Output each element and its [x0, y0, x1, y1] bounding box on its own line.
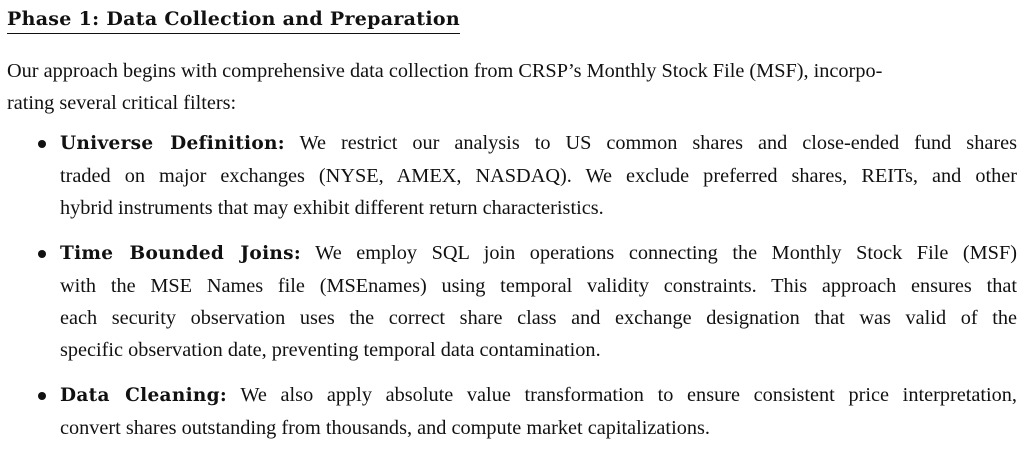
section-heading: Phase 1: Data Collection and Preparation [7, 5, 460, 34]
list-item-line [60, 127, 1017, 160]
bullet-icon [38, 140, 46, 148]
list-item-text: We restrict our analysis to US common shares and close-ended fund shares [284, 132, 1017, 154]
list-item-line: convert shares outstanding from thousands, and compute market capitalizations. [60, 417, 710, 439]
list-item-line: each security observation uses the correct share class and exchange designation that was valid of the [60, 307, 1017, 329]
intro-line: rating several critical filters: [7, 92, 237, 114]
list-item-term: Universe Definition: [60, 133, 285, 154]
list-item-text: We employ SQL join operations connecting the Monthly Stock File (MSF) [301, 242, 1017, 264]
list-item-line: traded on major exchanges (NYSE, AMEX, NASDAQ). We exclude preferred shares, REITs, and other [60, 165, 1017, 187]
list-item-term: Time Bounded Joins: [60, 243, 301, 264]
list-item-line: with the MSE Names file (MSEnames) using temporal validity constraints. This approach ensures that [60, 275, 1017, 297]
list-item-line [60, 379, 1017, 412]
list-item-data-cleaning [7, 379, 1017, 444]
list-item-line [60, 237, 1017, 270]
filter-list [7, 127, 1017, 457]
list-item-line: hybrid instruments that may exhibit different return characteristics. [60, 197, 604, 219]
intro-line: Our approach begins with comprehensive data collection from CRSP’s Monthly Stock File (MSF), incorpo- [7, 60, 883, 82]
list-item-term: Data Cleaning: [60, 385, 228, 406]
list-item-time-bounded-joins [7, 237, 1017, 366]
list-item-universe-definition [7, 127, 1017, 224]
list-item-text: We also apply absolute value transformation to ensure consistent price interpretation, [227, 384, 1017, 406]
list-item-line: specific observation date, preventing temporal data contamination. [60, 339, 601, 361]
bullet-icon [38, 250, 46, 258]
bullet-icon [38, 392, 46, 400]
intro-paragraph [7, 55, 1017, 119]
